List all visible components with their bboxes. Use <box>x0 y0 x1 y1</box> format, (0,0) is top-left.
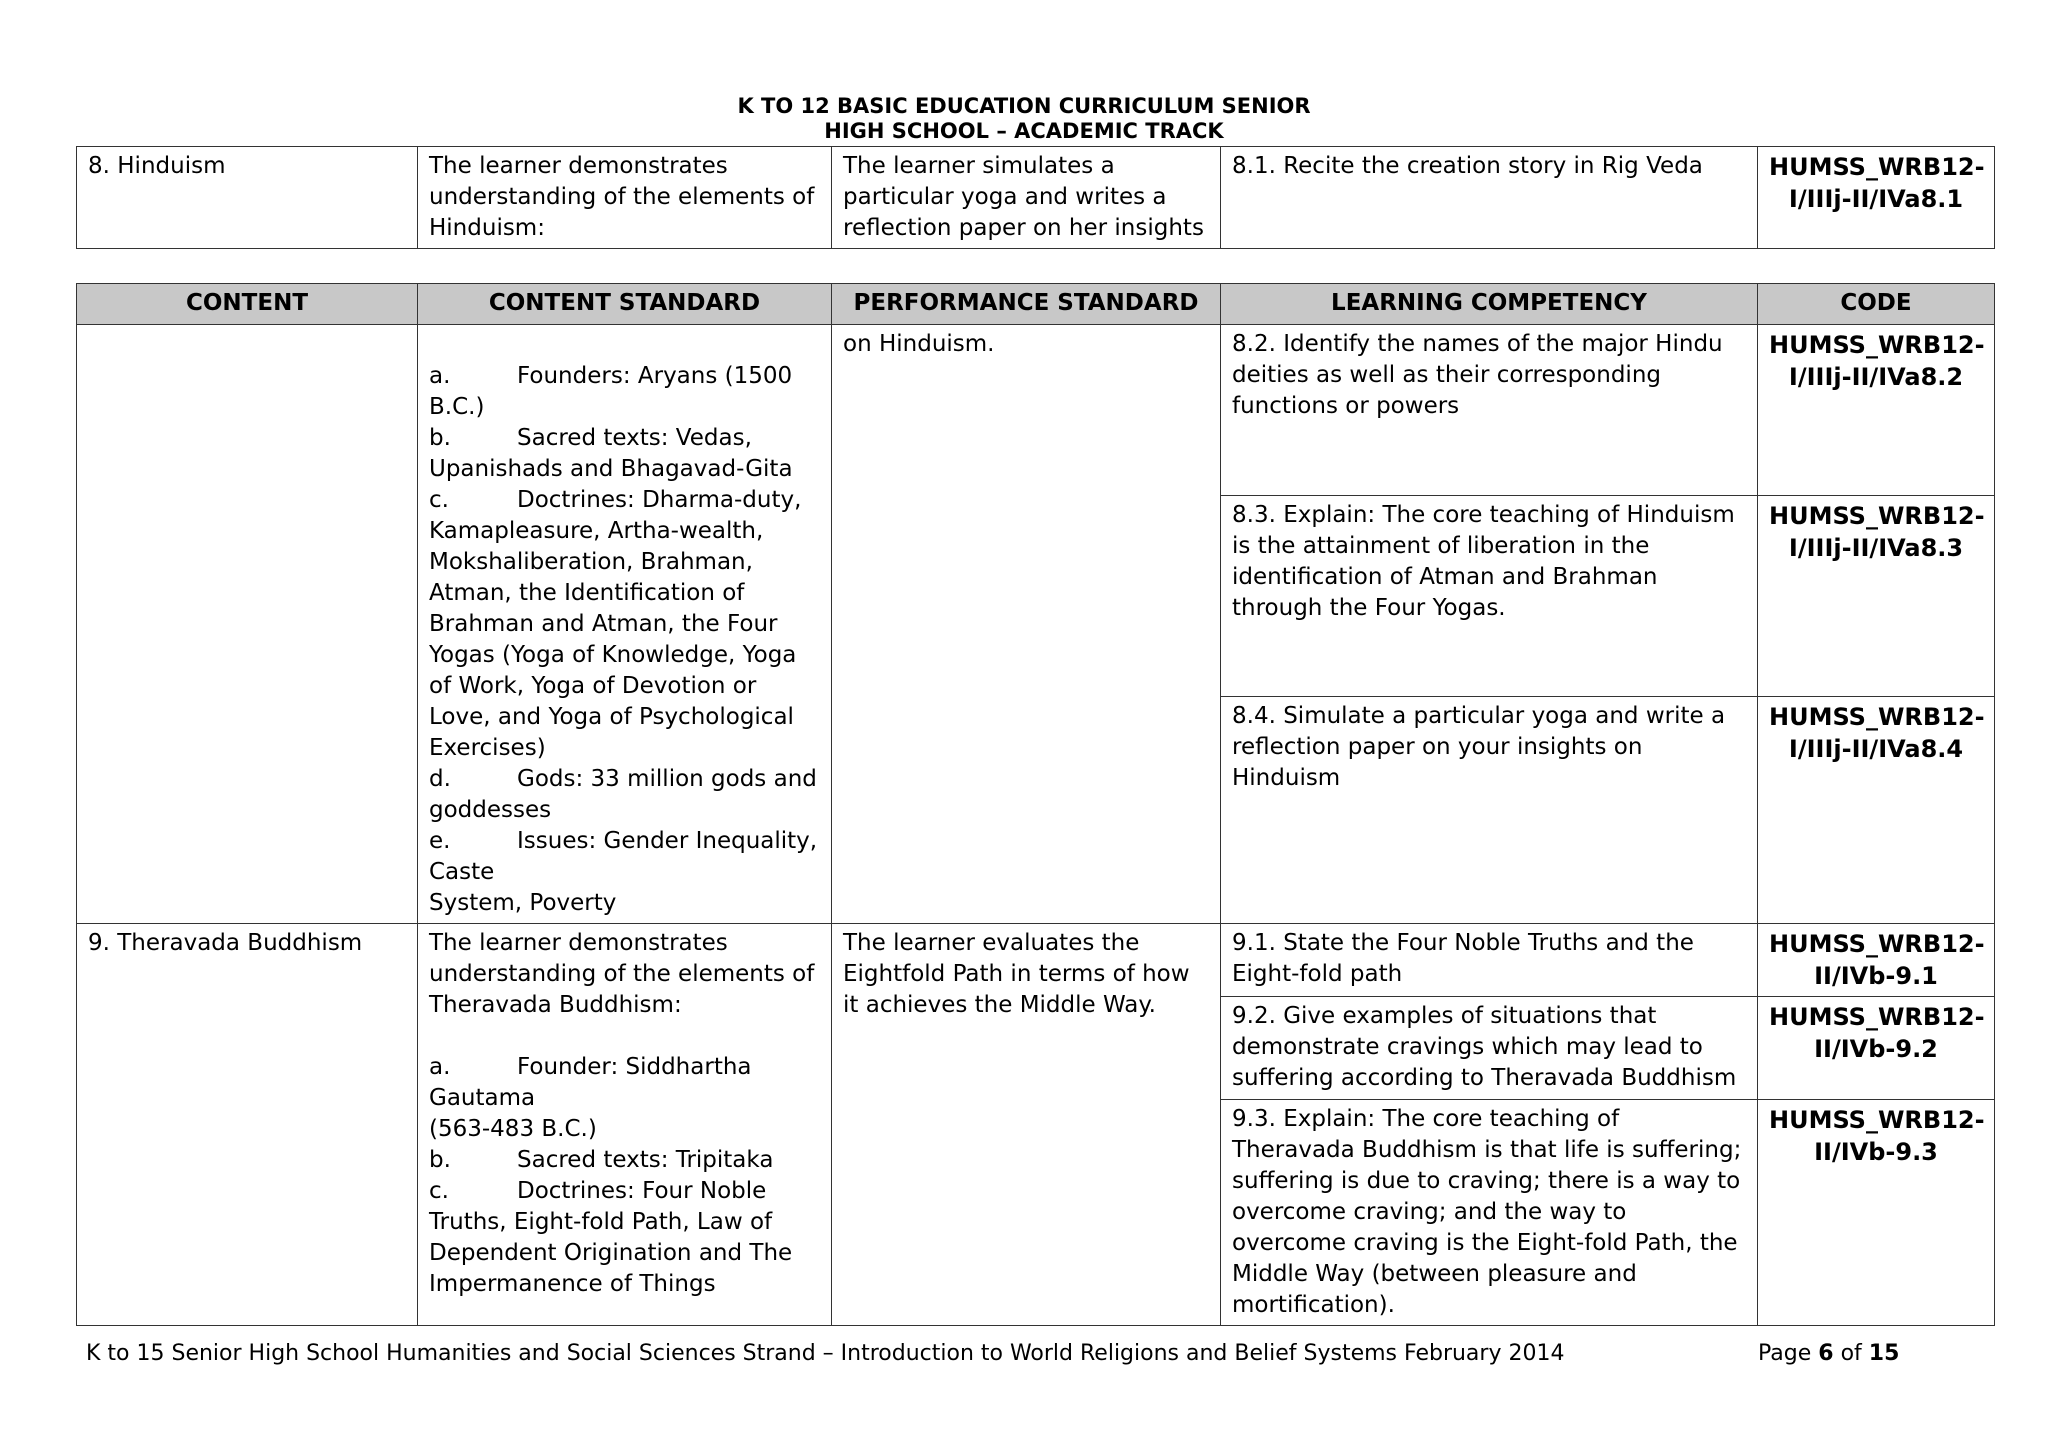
code-cell: HUMSS_WRB12-I/IIIj-II/IVa8.2 <box>1758 325 1995 496</box>
competency-cell: 9.1. State the Four Noble Truths and the Eight-fold path <box>1221 924 1758 997</box>
code-cell: HUMSS_WRB12-I/IIIj-II/IVa8.1 <box>1758 147 1995 249</box>
content-cell: 8. Hinduism <box>77 147 418 249</box>
curriculum-table-top <box>76 146 1995 249</box>
list-item-tail: System, Poverty <box>429 890 617 916</box>
doc-header-line1: K TO 12 BASIC EDUCATION CURRICULUM SENIOR <box>737 94 1311 118</box>
curriculum-table-main <box>76 283 1995 1326</box>
code-cell: HUMSS_WRB12-I/IIIj-II/IVa8.4 <box>1758 696 1995 923</box>
doc-header-line2: HIGH SCHOOL – ACADEMIC TRACK <box>824 119 1224 143</box>
list-intro: The learner demonstrates understanding of the elements of Theravada Buddhism: <box>429 930 815 1018</box>
table-row <box>77 924 1995 997</box>
list-item: d. Gods: 33 million gods and goddesses <box>429 766 817 823</box>
code-cell: HUMSS_WRB12-I/IIIj-II/IVa8.3 <box>1758 495 1995 696</box>
content-standard-cell <box>418 924 832 1326</box>
list-item: a. Founders: Aryans (1500 B.C.) <box>429 363 793 420</box>
competency-cell: 8.4. Simulate a particular yoga and write a reflection paper on your insights on Hinduism <box>1221 696 1758 923</box>
content-cell <box>77 325 418 924</box>
col-header-code: CODE <box>1758 284 1995 325</box>
code-cell: HUMSS_WRB12-II/IVb-9.1 <box>1758 924 1995 997</box>
list-item: c. Doctrines: Dharma-duty, Kamapleasure, Artha-wealth, Mokshaliberation, Brahman, Atman, the Identification of Brahman and Atman, the Four Yogas (Yoga of Knowledge, Yoga of Work, Yoga of Devotion or Love, and Yoga of Psychological Exercises) <box>429 487 802 761</box>
col-header-content: CONTENT <box>77 284 418 325</box>
code-cell: HUMSS_WRB12-II/IVb-9.2 <box>1758 997 1995 1100</box>
table-row <box>77 325 1995 496</box>
table-header-row <box>77 284 1995 325</box>
col-header-content-standard: CONTENT STANDARD <box>418 284 832 325</box>
code-cell: HUMSS_WRB12-II/IVb-9.3 <box>1758 1100 1995 1326</box>
col-header-performance-standard: PERFORMANCE STANDARD <box>832 284 1221 325</box>
content-cell: 9. Theravada Buddhism <box>77 924 418 1326</box>
content-standard-cell <box>418 325 832 924</box>
list-item: b. Sacred texts: Tripitaka <box>429 1147 774 1173</box>
performance-standard-cell: The learner evaluates the Eightfold Path in terms of how it achieves the Middle Way. <box>832 924 1221 1326</box>
content-standard-cell: The learner demonstrates understanding of the elements of Hinduism: <box>418 147 832 249</box>
list-item-dates: (563-483 B.C.) <box>429 1116 597 1142</box>
competency-cell: 9.2. Give examples of situations that demonstrate cravings which may lead to suffering according to Theravada Buddhism <box>1221 997 1758 1100</box>
performance-standard-cell: on Hinduism. <box>832 325 1221 924</box>
competency-cell: 8.2. Identify the names of the major Hindu deities as well as their corresponding functions or powers <box>1221 325 1758 496</box>
list-item: a. Founder: Siddhartha Gautama <box>429 1054 752 1111</box>
competency-cell: 9.3. Explain: The core teaching of Theravada Buddhism is that life is suffering; suffering is due to craving; there is a way to overcome craving; and the way to overcome craving is the Eight-fold Path, the Middle Way (between pleasure and mortification). <box>1221 1100 1758 1326</box>
list-item: e. Issues: Gender Inequality, Caste <box>429 828 818 885</box>
performance-standard-cell: The learner simulates a particular yoga and writes a reflection paper on her insights <box>832 147 1221 249</box>
table-row <box>77 147 1995 249</box>
list-item: b. Sacred texts: Vedas, Upanishads and Bhagavad-Gita <box>429 425 793 482</box>
col-header-learning-competency: LEARNING COMPETENCY <box>1221 284 1758 325</box>
list-item: c. Doctrines: Four Noble Truths, Eight-fold Path, Law of Dependent Origination and The Impermanence of Things <box>429 1178 793 1297</box>
competency-cell: 8.1. Recite the creation story in Rig Veda <box>1221 147 1758 249</box>
footer-text: K to 15 Senior High School Humanities and Social Sciences Strand – Introduction to World Religions and Belief Systems February 2014 <box>86 1341 1565 1366</box>
page-number: Page 6 of 15 <box>1758 1341 1900 1366</box>
competency-cell: 8.3. Explain: The core teaching of Hinduism is the attainment of liberation in the identification of Atman and Brahman through the Four Yogas. <box>1221 495 1758 696</box>
